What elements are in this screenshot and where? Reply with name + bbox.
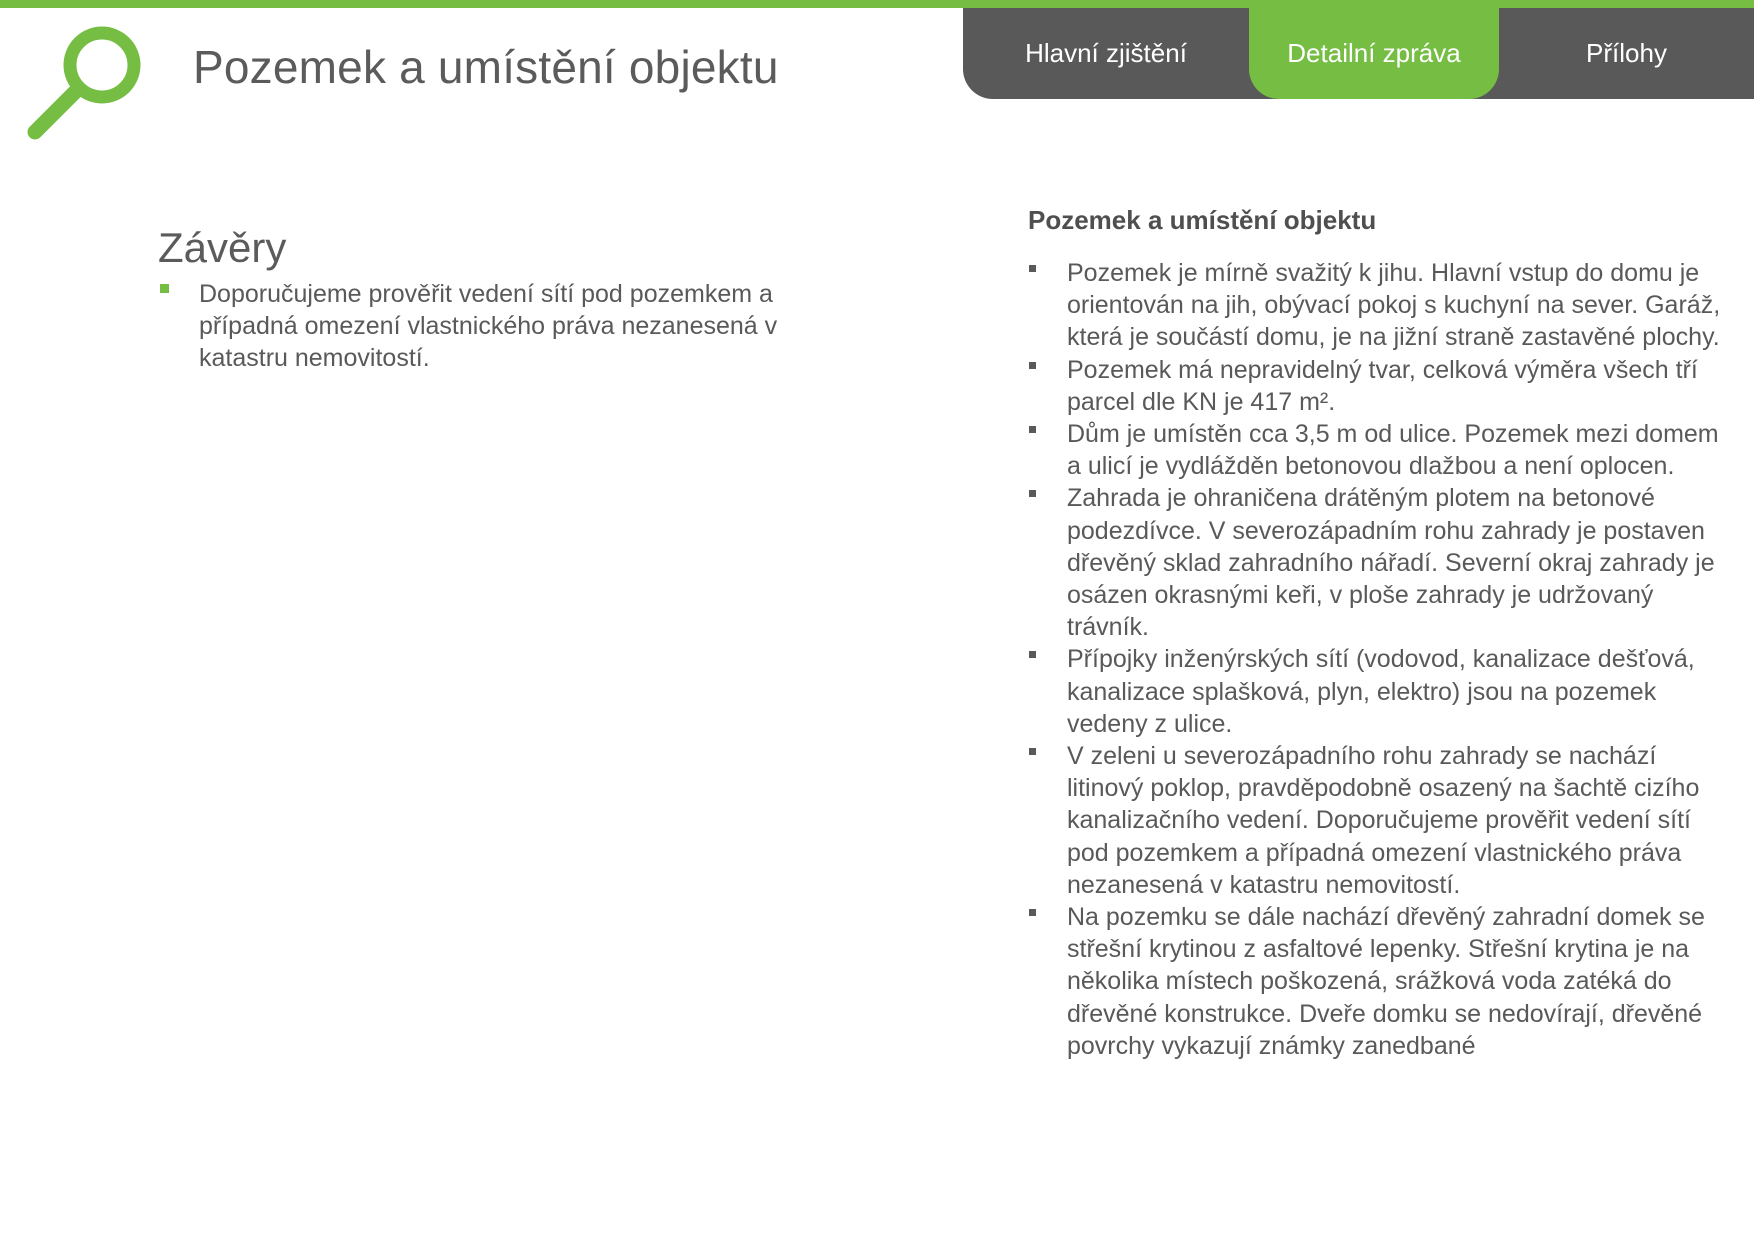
- bullet-square-icon: [160, 284, 169, 293]
- list-item-text: Pozemek má nepravidelný tvar, celková výměra všech tří parcel dle KN je 417 m².: [1067, 355, 1698, 416]
- bullet-square-icon: [1029, 362, 1036, 369]
- detail-panel: [1028, 203, 1728, 1062]
- bullet-square-icon: [1029, 490, 1036, 497]
- bullet-square-icon: [1029, 265, 1036, 272]
- list-item: [1028, 482, 1728, 643]
- detail-list: [1028, 257, 1728, 1062]
- tab-detailni-zprava[interactable]: Detailní zpráva: [1249, 8, 1499, 99]
- bullet-square-icon: [1029, 426, 1036, 433]
- list-item-text: Na pozemku se dále nachází dřevěný zahradní domek se střešní krytinou z asfaltové lepenky. Střešní krytina je na několika místech poškozená, srážková voda zatéká do dřevěné konstrukce. Dveře domku se nedovírají, dřevěné povrchy vykazují známky zanedbané: [1067, 903, 1705, 1060]
- list-item-text: Pozemek je mírně svažitý k jihu. Hlavní vstup do domu je orientován na jih, obývací pokoj s kuchyní na sever. Garáž, která je součástí domu, je na jižní straně zastavěné plochy.: [1067, 259, 1721, 352]
- bullet-square-icon: [1029, 748, 1036, 755]
- conclusions-panel: [158, 222, 798, 374]
- conclusions-list: [158, 278, 798, 374]
- list-item-text: Doporučujeme prověřit vedení sítí pod pozemkem a případná omezení vlastnického práva nezanesená v katastru nemovitostí.: [199, 280, 778, 372]
- list-item: [1028, 901, 1728, 1062]
- top-accent-bar: [0, 0, 1754, 8]
- page-title: Pozemek a umístění objektu: [193, 41, 779, 93]
- list-item: [1028, 354, 1728, 418]
- list-item: [1028, 257, 1728, 354]
- list-item: [158, 278, 798, 374]
- tab-hlavni-zjisteni[interactable]: Hlavní zjištění: [1025, 38, 1187, 68]
- list-item-text: Zahrada je ohraničena drátěným plotem na betonové podezdívce. V severozápadním rohu zahrady je postaven dřevěný sklad zahradního nářadí. Severní okraj zahrady je osázen okrasnými keři, v ploše zahrady je udržovaný trávník.: [1067, 484, 1715, 642]
- bullet-square-icon: [1029, 909, 1036, 916]
- list-item: [1028, 643, 1728, 740]
- list-item-text: V zeleni u severozápadního rohu zahrady se nachází litinový poklop, pravděpodobně osazený na šachtě cizího kanalizačního vedení. Doporučujeme prověřit vedení sítí pod pozemkem a případná omezení vlastnického práva nezanesená v katastru nemovitostí.: [1067, 742, 1700, 899]
- tab-prilohy[interactable]: Přílohy: [1586, 38, 1667, 68]
- detail-heading: Pozemek a umístění objektu: [1028, 205, 1377, 235]
- bullet-square-icon: [1029, 651, 1036, 658]
- list-item: [1028, 740, 1728, 901]
- conclusions-heading: Závěry: [158, 224, 287, 271]
- list-item-text: Dům je umístěn cca 3,5 m od ulice. Pozemek mezi domem a ulicí je vydlážděn betonovou dlažbou a není oplocen.: [1067, 420, 1719, 481]
- magnifier-icon: [22, 18, 152, 148]
- list-item: [1028, 418, 1728, 482]
- top-navigation: [963, 8, 1754, 99]
- list-item-text: Přípojky inženýrských sítí (vodovod, kanalizace dešťová, kanalizace splašková, plyn, elektro) jsou na pozemek vedeny z ulice.: [1067, 645, 1695, 738]
